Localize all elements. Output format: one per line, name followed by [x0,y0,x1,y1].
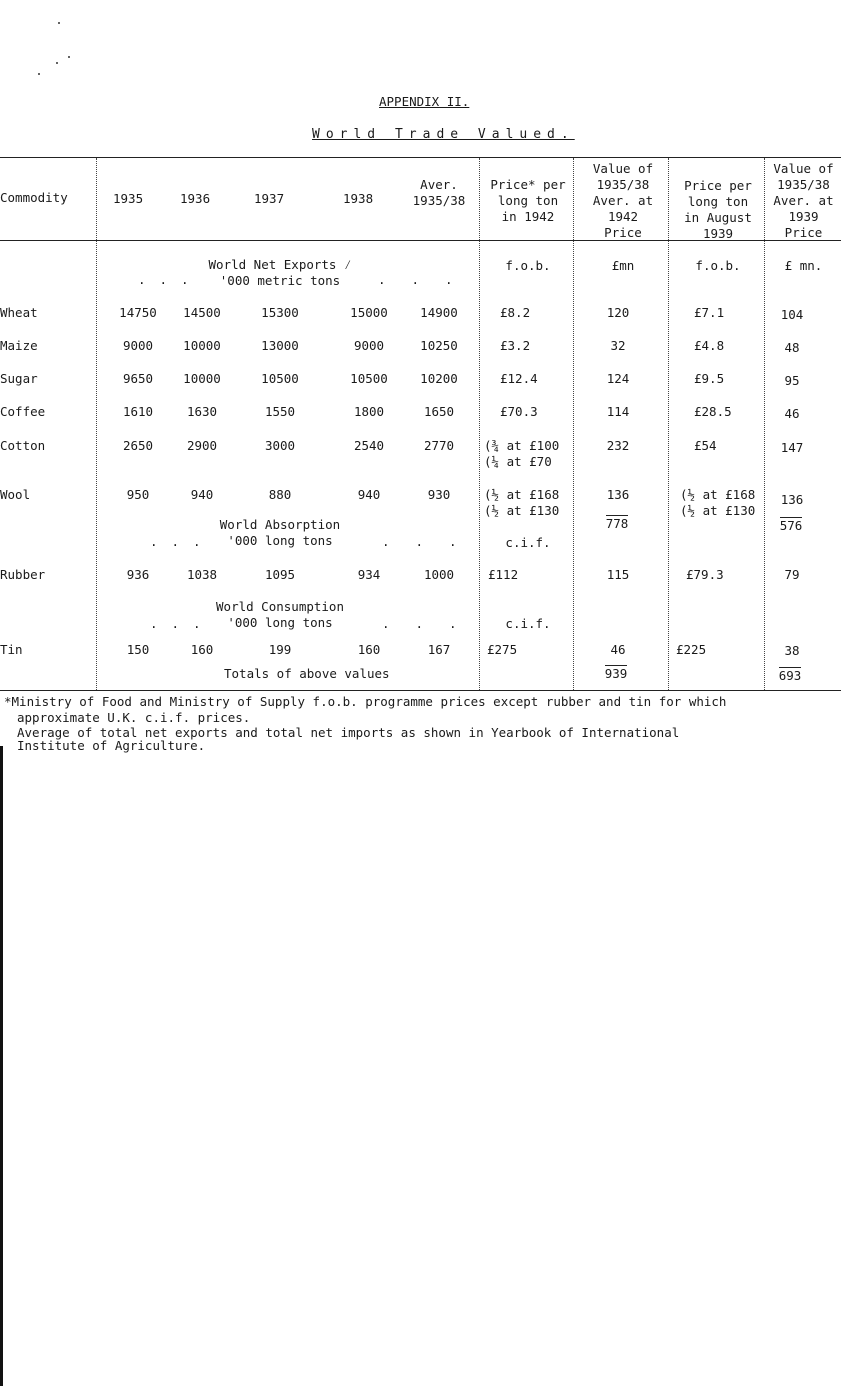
leader-dots: ... [138,272,203,287]
coffee-aver: 1650 [423,404,455,419]
leader-dots: ... [378,272,479,287]
header-value-1942: Value of 1935/38 Aver. at 1942 Price [592,161,654,240]
cotton-value-1939: 147 [780,440,804,455]
coffee-y1935: 1610 [122,404,154,419]
section2-price-basis: c.i.f. [505,535,551,550]
coffee-y1936: 1630 [186,404,218,419]
row-label-maize: Maize [0,338,38,353]
footnote-average-source-cont: Institute of Agriculture. [17,738,206,753]
cotton-value-1942: 232 [606,438,630,453]
scan-speck [58,22,60,24]
sugar-aver: 10200 [420,371,458,386]
totals-label: Totals of above values [224,666,390,681]
wool-price-1939: (½ at £130 [680,503,756,518]
column-divider [573,158,574,690]
table-bottom-rule [0,690,841,691]
maize-y1937: 13000 [261,338,299,353]
sugar-y1935: 9650 [122,371,154,386]
wool-value-1939: 136 [780,492,804,507]
cotton-price-1942: (¾ at £100 [484,438,560,453]
row-label-cotton: Cotton [0,438,46,453]
footnote-average-source: Average of total net exports and total net imports as shown in Yearbook of International [17,725,680,740]
row-label-wool: Wool [0,487,31,502]
maize-price-1942: £3.2 [500,338,531,353]
leader-dots: ... [150,616,215,631]
subtotal-value-1942: 778 [605,516,629,531]
section1-value-unit: £mn [611,258,635,273]
tin-1937: 199 [268,642,292,657]
section3-price-basis: c.i.f. [505,616,551,631]
wheat-price-1939: £7.1 [694,305,725,320]
header-1937: 1937 [254,191,285,206]
wool-y1935: 950 [126,487,150,502]
maize-y1935: 9000 [122,338,154,353]
total-value-1942: 939 [604,666,628,681]
tin-1935: 150 [126,642,150,657]
wheat-value-1939: 104 [780,307,804,322]
rubber-price-1942: £112 [488,567,519,582]
subtotal-value-1939: 576 [779,518,803,533]
maize-value-1942: 32 [610,338,626,353]
wheat-y1935: 14750 [119,305,157,320]
header-price-1939: Price per long ton in August 1939 [684,178,752,241]
scan-edge-bar [0,746,3,1386]
header-commodity: Commodity [0,190,68,205]
header-value-1939: Value of 1935/38 Aver. at 1939 Price [773,161,834,240]
section1-price-basis: f.o.b. [505,258,551,273]
total-value-1939: 693 [778,668,802,683]
wool-price-1942: (½ at £168 [484,487,560,502]
maize-price-1939: £4.8 [694,338,725,353]
rubber-value-1942: 115 [606,567,630,582]
wheat-price-1942: £8.2 [500,305,531,320]
column-divider [479,158,480,690]
column-divider [96,158,97,690]
rubber-price-1939: £79.3 [686,567,724,582]
footnote-price-basis-cont: approximate U.K. c.i.f. prices. [17,710,251,725]
tin-average: 167 [427,642,451,657]
wheat-value-1942: 120 [606,305,630,320]
wool-price-1942: (½ at £130 [484,503,560,518]
maize-value-1939: 48 [784,340,800,355]
leader-dots: ... [382,616,483,631]
cotton-price-1939: £54 [694,438,717,453]
header-average: Aver. 1935/38 [412,177,466,208]
coffee-value-1939: 46 [784,406,800,421]
tin-1938: 160 [357,642,381,657]
rubber-value-1939: 79 [784,567,800,582]
rubber-1935: 936 [126,567,150,582]
wool-price-1939: (½ at £168 [680,487,756,502]
section1-value1939-unit: £ mn. [784,258,823,273]
coffee-price-1939: £28.5 [694,404,732,419]
header-1935: 1935 [113,191,144,206]
wheat-aver: 14900 [420,305,458,320]
wool-y1938: 940 [357,487,381,502]
section-net-exports-label: World Net Exports ⁄ '000 metric tons [208,257,352,288]
sugar-value-1939: 95 [784,373,800,388]
cotton-y1935: 2650 [122,438,154,453]
document-title: World Trade Valued. [312,127,575,142]
sugar-y1936: 10000 [183,371,221,386]
scan-speck [68,56,70,58]
wheat-y1936: 14500 [183,305,221,320]
row-label-rubber: Rubber [0,567,46,582]
rubber-1938: 934 [357,567,381,582]
scan-speck [38,73,40,75]
tin-1936: 160 [190,642,214,657]
row-label-wheat: Wheat [0,305,38,320]
header-1938: 1938 [343,191,374,206]
cotton-y1938: 2540 [353,438,385,453]
appendix-label: APPENDIX II. [379,94,470,109]
rubber-1936: 1038 [186,567,218,582]
maize-y1936: 10000 [183,338,221,353]
leader-dots: ... [382,534,483,549]
wheat-y1938: 15000 [350,305,388,320]
cotton-y1937: 3000 [264,438,296,453]
cotton-price-1942: (¼ at £70 [484,454,552,469]
sugar-price-1939: £9.5 [694,371,725,386]
wool-aver: 930 [427,487,451,502]
maize-y1938: 9000 [353,338,385,353]
coffee-y1938: 1800 [353,404,385,419]
sugar-y1938: 10500 [350,371,388,386]
tin-value-1942: 46 [610,642,626,657]
row-label-tin: Tin [0,642,23,657]
section1-price1939-basis: f.o.b. [695,258,741,273]
header-price-1942: Price* per long ton in 1942 [490,177,566,224]
sugar-y1937: 10500 [261,371,299,386]
leader-dots: ... [150,534,215,549]
cotton-y1936: 2900 [186,438,218,453]
tin-price-1939: £225 [676,642,707,657]
row-label-coffee: Coffee [0,404,46,419]
wheat-y1937: 15300 [261,305,299,320]
tin-value-1939: 38 [784,643,800,658]
header-1936: 1936 [180,191,211,206]
section-absorption-label: World Absorption '000 long tons [219,517,341,548]
sugar-price-1942: £12.4 [500,371,538,386]
row-label-sugar: Sugar [0,371,38,386]
wool-y1936: 940 [190,487,214,502]
section-consumption-label: World Consumption '000 long tons [216,599,344,630]
rubber-1937: 1095 [264,567,296,582]
wool-y1937: 880 [268,487,292,502]
coffee-y1937: 1550 [264,404,296,419]
table-top-rule [0,157,841,158]
coffee-value-1942: 114 [606,404,630,419]
rubber-average: 1000 [423,567,455,582]
maize-aver: 10250 [420,338,458,353]
sugar-value-1942: 124 [606,371,630,386]
coffee-price-1942: £70.3 [500,404,538,419]
footnote-price-basis: *Ministry of Food and Ministry of Supply f.o.b. programme prices except rubber and tin for which [4,694,727,709]
wool-value-1942: 136 [606,487,630,502]
cotton-aver: 2770 [423,438,455,453]
scan-speck [56,62,58,64]
tin-price-1942: £275 [487,642,518,657]
